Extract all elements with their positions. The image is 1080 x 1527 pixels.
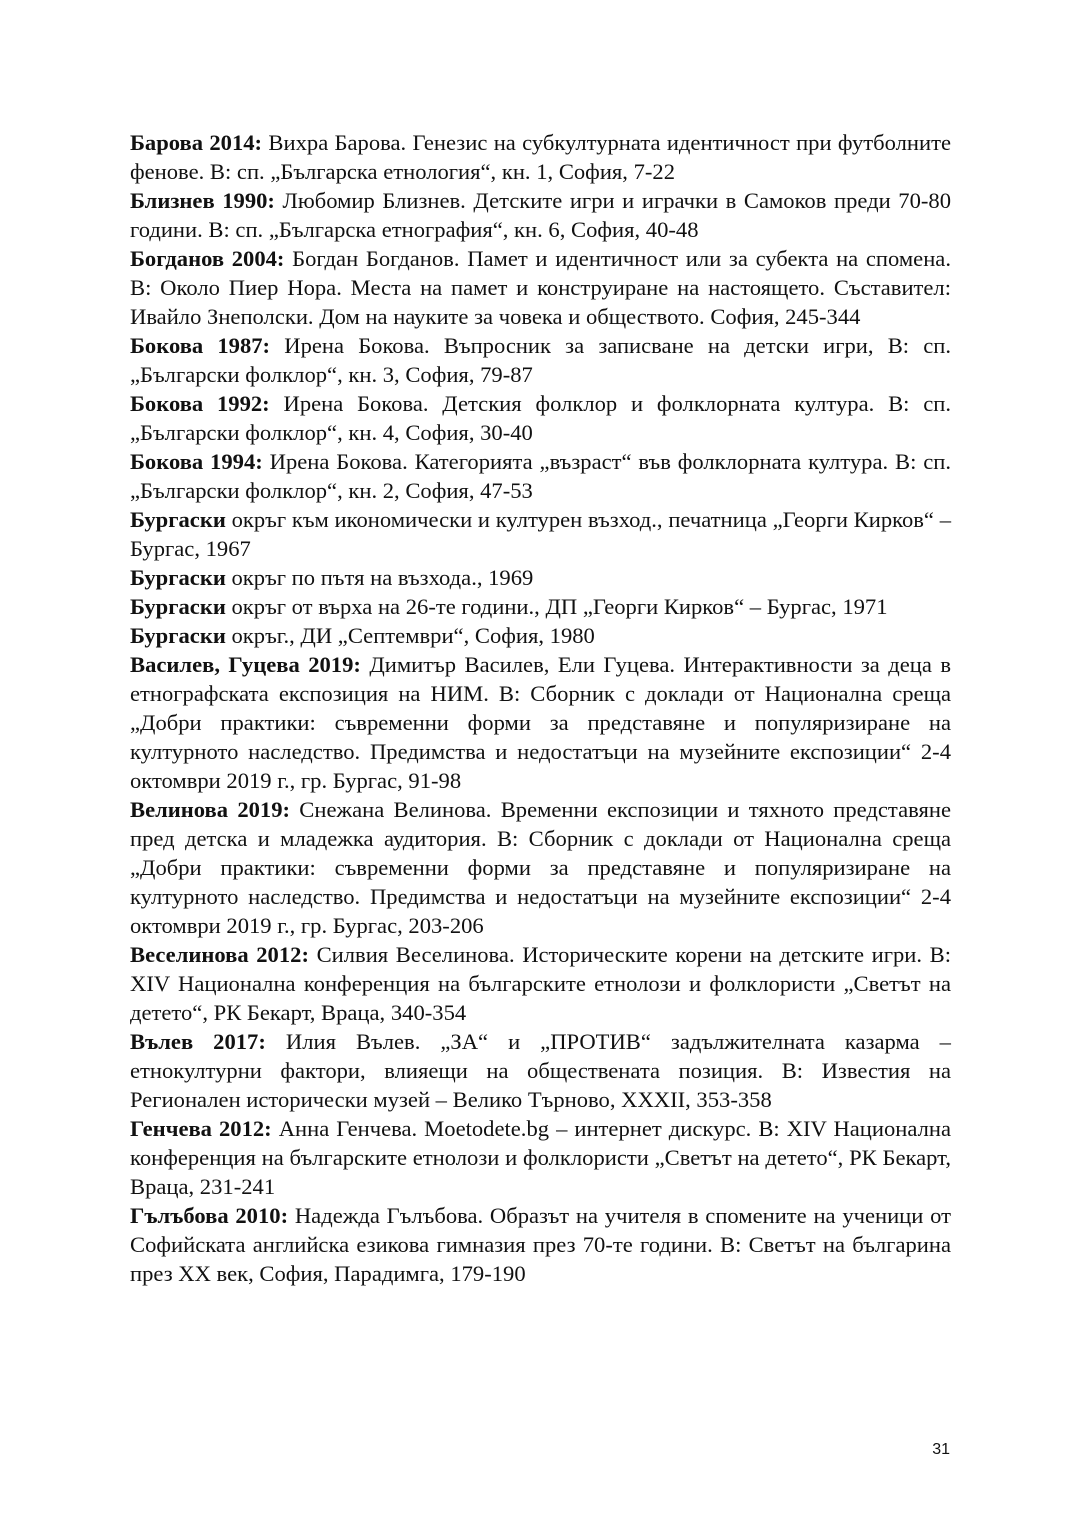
bibliography-entry: [130, 795, 951, 940]
entry-key: Бокова 1992:: [130, 391, 270, 416]
entry-text: Любомир Близнев. Детските игри и играчки в Самоков преди 70-80 години. В: сп. „Българска етнография“, кн. 6, София, 40-48: [130, 188, 951, 242]
bibliography-entry: [130, 621, 951, 650]
bibliography-entry: [130, 505, 951, 563]
bibliography-entry: [130, 563, 951, 592]
entry-text: Ирена Бокова. Категорията „възраст“ във фолклорната култура. В: сп. „Български фолклор“, кн. 2, София, 47-53: [130, 449, 952, 503]
entry-key: Бургаски: [130, 565, 226, 590]
bibliography-entry: [130, 128, 951, 186]
bibliography-entry: [130, 650, 951, 795]
bibliography-list: [130, 128, 951, 1288]
entry-text: Богдан Богданов. Памет и идентичност или за субекта на спомена. В: Около Пиер Нора. Места на памет и конструиране на настоящето. Съставител: Ивайло Знеполски. Дом на науките за човека и обществото. София, 245-344: [130, 246, 951, 329]
entry-key: Бургаски: [130, 507, 226, 532]
bibliography-entry: [130, 940, 951, 1027]
entry-text: окръг от върха на 26-те години., ДП „Георги Кирков“ – Бургас, 1971: [225, 594, 888, 619]
entry-text: Ирена Бокова. Въпросник за записване на детски игри, В: сп. „Български фолклор“, кн. 3, София, 79-87: [130, 333, 951, 387]
bibliography-entry: [130, 244, 951, 331]
entry-key: Бургаски: [130, 623, 226, 648]
entry-key: Барова 2014:: [130, 130, 263, 155]
bibliography-entry: [130, 447, 951, 505]
entry-text: окръг по пътя на възхода., 1969: [225, 565, 534, 590]
bibliography-entry: [130, 331, 951, 389]
entry-text: Димитър Василев, Ели Гуцева. Интерактивности за деца в етнографската експозиция на НИМ. В: Сборник с доклади от Национална среща „Добри практики: съвременни форми за представяне и популяризиране на културното наследство. Предимства и недостатъци на музейните експозиции“ 2-4 октомври 2019 г., гр. Бургас, 91-98: [130, 652, 951, 793]
entry-key: Бокова 1987:: [130, 333, 271, 358]
entry-key: Гълъбова 2010:: [130, 1203, 289, 1228]
entry-key: Бургаски: [130, 594, 226, 619]
entry-text: Илия Вълев. „ЗА“ и „ПРОТИВ“ задължителната казарма – етнокултурни фактори, влияещи на обществената позиция. В: Известия на Регионален исторически музей – Велико Търново, XXXII, 353-358: [130, 1029, 951, 1112]
entry-key: Вълев 2017:: [130, 1029, 266, 1054]
entry-text: Анна Генчева. Moetodete.bg – интернет дискурс. В: XIV Национална конференция на българските етнолози и фолклористи „Светът на детето“, РК Бекарт, Враца, 231-241: [130, 1116, 952, 1199]
entry-text: Вихра Барова. Генезис на субкултурната идентичност при футболните фенове. В: сп. „Българска етнология“, кн. 1, София, 7-22: [130, 130, 951, 184]
entry-text: окръг към икономически и културен възход., печатница „Георги Кирков“ – Бургас, 1967: [130, 507, 951, 561]
entry-text: Силвия Веселинова. Историческите корени на детските игри. В: XIV Национална конференция на българските етнолози и фолклористи „Светът на детето“, РК Бекарт, Враца, 340-354: [130, 942, 951, 1025]
entry-text: окръг., ДИ „Септември“, София, 1980: [225, 623, 595, 648]
entry-key: Близнев 1990:: [130, 188, 275, 213]
bibliography-entry: [130, 1027, 951, 1114]
entry-key: Василев, Гуцева 2019:: [130, 652, 361, 677]
bibliography-entry: [130, 1201, 951, 1288]
entry-text: Снежана Велинова. Временни експозиции и тяхното представяне пред детска и младежка аудитория. В: Сборник с доклади от Национална среща „Добри практики: съвременни форми за представяне и популяризиране на културното наследство. Предимства и недостатъци на музейните експозиции“ 2-4 октомври 2019 г., гр. Бургас, 203-206: [130, 797, 951, 938]
entry-key: Бокова 1994:: [130, 449, 263, 474]
entry-text: Ирена Бокова. Детския фолклор и фолклорната култура. В: сп. „Български фолклор“, кн. 4, София, 30-40: [130, 391, 951, 445]
page-number: 31: [932, 1441, 950, 1458]
bibliography-entry: [130, 1114, 951, 1201]
bibliography-entry: [130, 186, 951, 244]
entry-key: Генчева 2012:: [130, 1116, 272, 1141]
bibliography-entry: [130, 592, 951, 621]
bibliography-entry: [130, 389, 951, 447]
entry-key: Велинова 2019:: [130, 797, 291, 822]
entry-text: Надежда Гълъбова. Образът на учителя в спомените на ученици от Софийската английска езикова гимназия през 70-те години. В: Светът на българина през XX век, София, Парадимга, 179-190: [130, 1203, 951, 1286]
entry-key: Веселинова 2012:: [130, 942, 309, 967]
entry-key: Богданов 2004:: [130, 246, 285, 271]
